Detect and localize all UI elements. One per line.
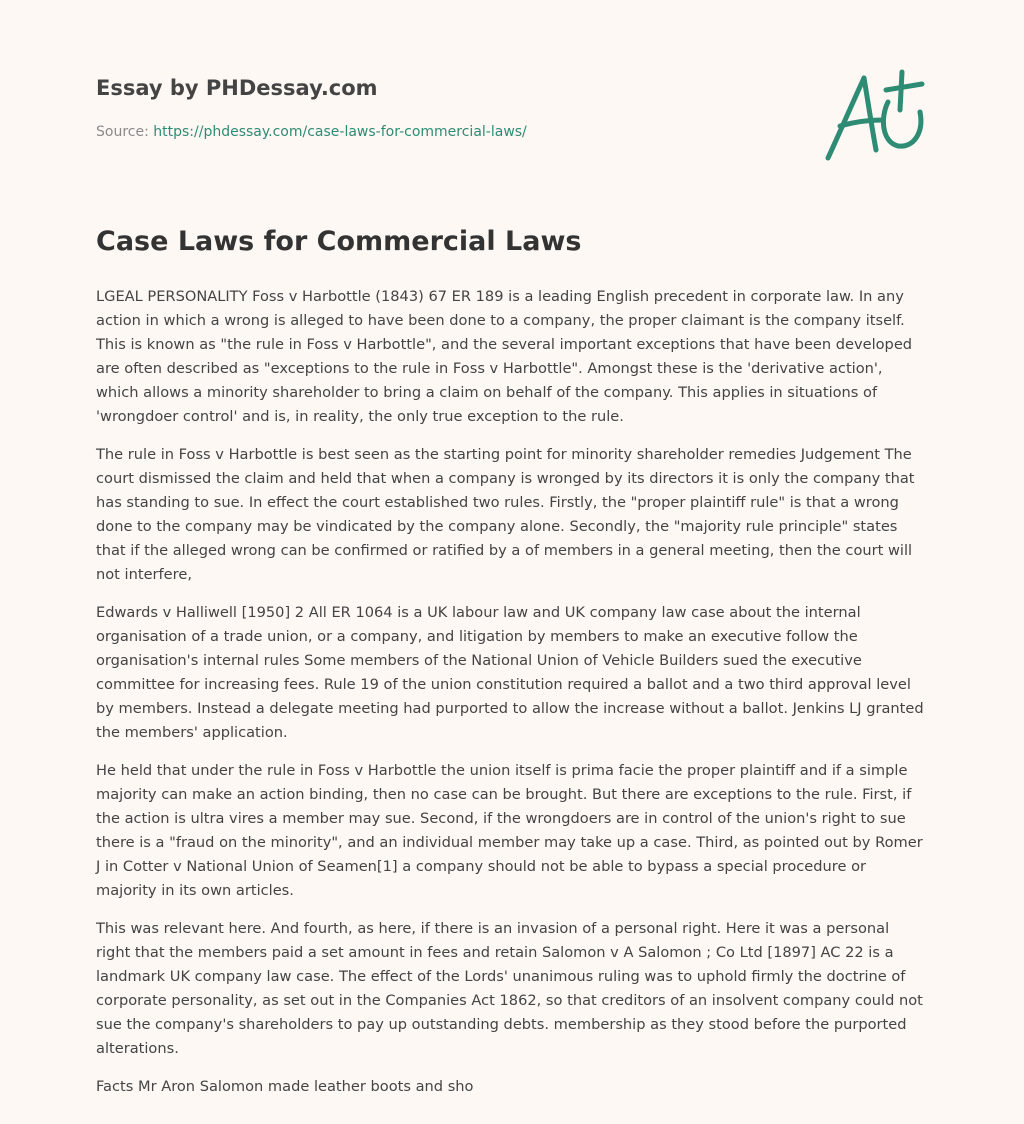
essay-paragraph: He held that under the rule in Foss v Harbottle the union itself is prima facie the proper plaintiff and if a simple majority can make an action binding, then no case can be brought. But there are exceptions to the rule. First, if the action is ultra vires a member may sue. Second, if the wrongdoers are in control of the union's right to sue there is a "fraud on the minority", and an individual member may take up a case. Third, as pointed out by Romer J in Cotter v National Union of Seamen[1] a company should not be able to bypass a special procedure or majority in its own articles. xyxy=(96,762,923,899)
essay-paragraph: Edwards v Halliwell [1950] 2 All ER 1064 is a UK labour law and UK company law case about the internal organisation of a trade union, or a company, and litigation by members to make an executive follow the organisation's internal rules Some members of the National Union of Vehicle Builders sued the executive committee for increasing fees. Rule 19 of the union constitution required a ballot and a two third approval level by members. Instead a delegate meeting had purported to allow the increase without a ballot. Jenkins LJ granted the members' application. xyxy=(96,604,924,741)
essay-paragraph: The rule in Foss v Harbottle is best seen as the starting point for minority shareholder remedies Judgement The court dismissed the claim and held that when a company is wronged by its directors it is only the company that has standing to sue. In effect the court established two rules. Firstly, the "proper plaintiff rule" is that a wrong done to the company may be vindicated by the company alone. Secondly, the "majority rule principle" states that if the alleged wrong can be confirmed or ratified by a of members in a general meeting, then the court will not interfere, xyxy=(96,446,915,583)
source-link[interactable]: https://phdessay.com/case-laws-for-commercial-laws/ xyxy=(153,124,527,140)
essay-paragraph: This was relevant here. And fourth, as here, if there is an invasion of a personal right. Here it was a personal right that the members paid a set amount in fees and retain Salomon v A Salomon ; Co Ltd [1897] AC 22 is a landmark UK company law case. The effect of the Lords' unanimous ruling was to uphold firmly the doctrine of corporate personality, as set out in the Companies Act 1862, so that creditors of an insolvent company could not sue the company's shareholders to pay up outstanding debts. membership as they stood before the purported alterations. xyxy=(96,920,923,1057)
source-line xyxy=(96,124,527,140)
source-label: Source: xyxy=(96,124,154,140)
essay-title: Case Laws for Commercial Laws xyxy=(96,226,582,257)
essay-body xyxy=(96,285,928,1113)
essay-paragraph-truncated: Facts Mr Aron Salomon made leather boots and sho xyxy=(96,1078,474,1095)
essay-paragraph: LGEAL PERSONALITY Foss v Harbottle (1843) 67 ER 189 is a leading English precedent in corporate law. In any action in which a wrong is alleged to have been done to a company, the proper claimant is the company itself. This is known as "the rule in Foss v Harbottle", and the several important exceptions that have been developed are often described as "exceptions to the rule in Foss v Harbottle". Amongst these is the 'derivative action', which allows a minority shareholder to bring a claim on behalf of the company. This applies in situations of 'wrongdoer control' and is, in reality, the only true exception to the rule. xyxy=(96,288,913,425)
site-title: Essay by PHDessay.com xyxy=(96,76,378,100)
a-plus-logo-icon xyxy=(818,66,930,166)
